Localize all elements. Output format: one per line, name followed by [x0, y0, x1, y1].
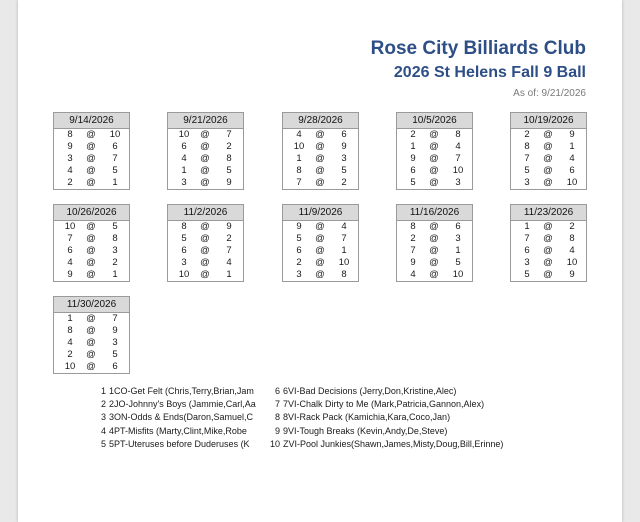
home-team-number: 3	[524, 257, 530, 268]
season-title: 2026 St Helens Fall 9 Ball	[393, 64, 586, 81]
away-team-number: 10	[566, 257, 578, 268]
at-symbol: @	[543, 177, 553, 188]
away-team-number: 5	[341, 165, 347, 176]
team-name: 6VI-Bad Decisions (Jerry,Don,Kristine,Alec)	[283, 386, 457, 396]
away-team-number: 6	[112, 141, 118, 152]
match-row	[54, 129, 129, 141]
away-team-number: 7	[226, 245, 232, 256]
away-team-number: 3	[112, 337, 118, 348]
away-team-number: 9	[112, 325, 118, 336]
team-legend-right	[268, 385, 568, 451]
home-team-number: 3	[181, 257, 187, 268]
match-row	[283, 177, 358, 189]
match-row	[511, 165, 586, 177]
at-symbol: @	[86, 361, 96, 372]
away-team-number: 5	[112, 165, 118, 176]
match-row	[168, 233, 243, 245]
at-symbol: @	[429, 141, 439, 152]
week-date: 10/5/2026	[397, 113, 472, 129]
week-date: 11/16/2026	[397, 205, 472, 221]
home-team-number: 10	[178, 269, 190, 280]
home-team-number: 5	[410, 177, 416, 188]
away-team-number: 3	[112, 245, 118, 256]
away-team-number: 10	[566, 177, 578, 188]
week-box	[396, 112, 473, 190]
home-team-number: 6	[296, 245, 302, 256]
week-date: 11/9/2026	[283, 205, 358, 221]
away-team-number: 9	[226, 177, 232, 188]
home-team-number: 6	[181, 141, 187, 152]
match-row	[283, 165, 358, 177]
home-team-number: 5	[524, 269, 530, 280]
team-number: 5	[100, 438, 106, 449]
home-team-number: 8	[296, 165, 302, 176]
schedule-page	[18, 0, 622, 522]
at-symbol: @	[429, 269, 439, 280]
home-team-number: 8	[524, 141, 530, 152]
away-team-number: 1	[455, 245, 461, 256]
at-symbol: @	[200, 245, 210, 256]
away-team-number: 1	[112, 177, 118, 188]
away-team-number: 1	[112, 269, 118, 280]
home-team-number: 3	[67, 153, 73, 164]
away-team-number: 4	[226, 257, 232, 268]
away-team-number: 9	[341, 141, 347, 152]
team-legend-item	[94, 438, 262, 451]
home-team-number: 5	[524, 165, 530, 176]
home-team-number: 2	[296, 257, 302, 268]
home-team-number: 7	[524, 153, 530, 164]
week-box	[282, 204, 359, 282]
week-date: 9/14/2026	[54, 113, 129, 129]
match-row	[54, 325, 129, 337]
match-row	[54, 153, 129, 165]
away-team-number: 5	[226, 165, 232, 176]
team-name: 7VI-Chalk Dirty to Me (Mark,Patricia,Gannon,Alex)	[283, 399, 485, 410]
at-symbol: @	[86, 349, 96, 360]
at-symbol: @	[429, 245, 439, 256]
at-symbol: @	[315, 177, 325, 188]
home-team-number: 8	[67, 325, 73, 336]
match-row	[168, 129, 243, 141]
home-team-number: 6	[67, 245, 73, 256]
home-team-number: 7	[410, 245, 416, 256]
match-row	[511, 221, 586, 233]
home-team-number: 6	[524, 245, 530, 256]
at-symbol: @	[543, 221, 553, 232]
match-row	[54, 177, 129, 189]
match-row	[54, 245, 129, 257]
match-row	[397, 153, 472, 165]
match-row	[54, 141, 129, 153]
home-team-number: 9	[296, 221, 302, 232]
home-team-number: 8	[67, 129, 73, 140]
away-team-number: 9	[569, 269, 575, 280]
away-team-number: 2	[569, 221, 575, 232]
at-symbol: @	[86, 141, 96, 152]
home-team-number: 9	[67, 269, 73, 280]
match-row	[168, 165, 243, 177]
home-team-number: 4	[67, 257, 73, 268]
team-number: 1	[100, 386, 106, 396]
match-row	[511, 177, 586, 189]
home-team-number: 4	[67, 165, 73, 176]
at-symbol: @	[543, 129, 553, 140]
week-date: 9/28/2026	[283, 113, 358, 129]
away-team-number: 10	[109, 129, 121, 140]
at-symbol: @	[86, 257, 96, 268]
home-team-number: 1	[181, 165, 187, 176]
home-team-number: 4	[181, 153, 187, 164]
team-name: 1CO-Get Felt (Chris,Terry,Brian,Jam	[109, 386, 254, 396]
home-team-number: 10	[64, 221, 76, 232]
week-box	[53, 296, 130, 374]
away-team-number: 10	[452, 165, 464, 176]
away-team-number: 2	[226, 233, 232, 244]
away-team-number: 6	[569, 165, 575, 176]
home-team-number: 5	[181, 233, 187, 244]
home-team-number: 5	[296, 233, 302, 244]
home-team-number: 7	[524, 233, 530, 244]
team-number: 8	[274, 412, 280, 423]
home-team-number: 3	[181, 177, 187, 188]
at-symbol: @	[315, 141, 325, 152]
at-symbol: @	[200, 165, 210, 176]
home-team-number: 8	[410, 221, 416, 232]
week-date: 10/26/2026	[54, 205, 129, 221]
away-team-number: 10	[452, 269, 464, 280]
away-team-number: 8	[226, 153, 232, 164]
away-team-number: 10	[338, 257, 350, 268]
match-row	[397, 233, 472, 245]
away-team-number: 3	[455, 233, 461, 244]
at-symbol: @	[429, 129, 439, 140]
week-box	[167, 112, 244, 190]
home-team-number: 1	[524, 221, 530, 232]
home-team-number: 9	[410, 153, 416, 164]
match-row	[511, 257, 586, 269]
at-symbol: @	[86, 269, 96, 280]
match-row	[54, 165, 129, 177]
home-team-number: 1	[296, 153, 302, 164]
team-name: 8VI-Rack Pack (Kamichia,Kara,Coco,Jan)	[283, 412, 451, 423]
team-name: 4PT-Misfits (Marty,Clint,Mike,Robe	[109, 425, 247, 436]
at-symbol: @	[200, 153, 210, 164]
team-number: 6	[274, 386, 280, 396]
at-symbol: @	[86, 245, 96, 256]
match-row	[168, 257, 243, 269]
away-team-number: 3	[455, 177, 461, 188]
week-box	[282, 112, 359, 190]
at-symbol: @	[315, 221, 325, 232]
at-symbol: @	[86, 153, 96, 164]
at-symbol: @	[200, 141, 210, 152]
away-team-number: 6	[341, 129, 347, 140]
match-row	[283, 129, 358, 141]
at-symbol: @	[200, 221, 210, 232]
team-number: 10	[269, 438, 280, 449]
match-row	[283, 141, 358, 153]
at-symbol: @	[315, 257, 325, 268]
away-team-number: 8	[455, 129, 461, 140]
at-symbol: @	[429, 177, 439, 188]
week-date: 11/2/2026	[168, 205, 243, 221]
away-team-number: 6	[112, 361, 118, 372]
home-team-number: 3	[296, 269, 302, 280]
home-team-number: 6	[410, 165, 416, 176]
match-row	[397, 165, 472, 177]
at-symbol: @	[86, 129, 96, 140]
week-box	[510, 204, 587, 282]
match-row	[511, 245, 586, 257]
away-team-number: 8	[341, 269, 347, 280]
away-team-number: 4	[569, 245, 575, 256]
at-symbol: @	[200, 269, 210, 280]
week-date: 11/30/2026	[54, 297, 129, 313]
away-team-number: 7	[455, 153, 461, 164]
team-number: 9	[274, 425, 280, 436]
team-number: 3	[100, 412, 106, 423]
away-team-number: 7	[112, 313, 118, 324]
at-symbol: @	[86, 325, 96, 336]
home-team-number: 2	[67, 177, 73, 188]
at-symbol: @	[200, 129, 210, 140]
home-team-number: 9	[410, 257, 416, 268]
at-symbol: @	[543, 245, 553, 256]
team-legend-item	[268, 438, 568, 451]
at-symbol: @	[315, 129, 325, 140]
match-row	[168, 269, 243, 281]
at-symbol: @	[86, 177, 96, 188]
at-symbol: @	[315, 153, 325, 164]
match-row	[511, 233, 586, 245]
match-row	[283, 221, 358, 233]
match-row	[54, 337, 129, 349]
team-legend-item	[268, 425, 568, 438]
team-name: 9VI-Tough Breaks (Kevin,Andy,De,Steve)	[283, 425, 448, 436]
away-team-number: 5	[112, 221, 118, 232]
at-symbol: @	[86, 233, 96, 244]
match-row	[283, 233, 358, 245]
week-date: 9/21/2026	[168, 113, 243, 129]
week-box	[167, 204, 244, 282]
home-team-number: 2	[67, 349, 73, 360]
at-symbol: @	[429, 221, 439, 232]
at-symbol: @	[315, 165, 325, 176]
match-row	[283, 257, 358, 269]
match-row	[283, 269, 358, 281]
week-box	[510, 112, 587, 190]
at-symbol: @	[543, 141, 553, 152]
away-team-number: 1	[226, 269, 232, 280]
at-symbol: @	[429, 165, 439, 176]
home-team-number: 8	[181, 221, 187, 232]
at-symbol: @	[543, 269, 553, 280]
match-row	[397, 177, 472, 189]
away-team-number: 2	[112, 257, 118, 268]
match-row	[511, 141, 586, 153]
home-team-number: 3	[524, 177, 530, 188]
home-team-number: 7	[296, 177, 302, 188]
match-row	[168, 177, 243, 189]
match-row	[397, 221, 472, 233]
at-symbol: @	[200, 177, 210, 188]
at-symbol: @	[200, 257, 210, 268]
at-symbol: @	[429, 257, 439, 268]
match-row	[168, 141, 243, 153]
club-title: Rose City Billiards Club	[370, 38, 586, 59]
match-row	[283, 245, 358, 257]
away-team-number: 1	[341, 245, 347, 256]
away-team-number: 6	[455, 221, 461, 232]
home-team-number: 1	[410, 141, 416, 152]
home-team-number: 10	[178, 129, 190, 140]
match-row	[168, 221, 243, 233]
team-legend-item	[268, 411, 568, 424]
away-team-number: 3	[341, 153, 347, 164]
match-row	[54, 233, 129, 245]
away-team-number: 1	[569, 141, 575, 152]
away-team-number: 4	[455, 141, 461, 152]
match-row	[54, 361, 129, 373]
away-team-number: 4	[569, 153, 575, 164]
match-row	[511, 269, 586, 281]
match-row	[397, 129, 472, 141]
at-symbol: @	[86, 313, 96, 324]
team-name: ZVI-Pool Junkies(Shawn,James,Misty,Doug,Bill,Erinne)	[283, 438, 504, 449]
home-team-number: 2	[524, 129, 530, 140]
match-row	[168, 153, 243, 165]
match-row	[397, 245, 472, 257]
team-number: 7	[274, 399, 280, 410]
match-row	[511, 129, 586, 141]
at-symbol: @	[86, 165, 96, 176]
match-row	[54, 313, 129, 325]
week-box	[53, 112, 130, 190]
at-symbol: @	[543, 257, 553, 268]
home-team-number: 2	[410, 233, 416, 244]
away-team-number: 7	[226, 129, 232, 140]
team-legend-left	[94, 385, 262, 451]
home-team-number: 10	[64, 361, 76, 372]
match-row	[54, 349, 129, 361]
at-symbol: @	[429, 233, 439, 244]
match-row	[511, 153, 586, 165]
team-legend-item	[268, 385, 568, 398]
home-team-number: 1	[67, 313, 73, 324]
at-symbol: @	[315, 233, 325, 244]
away-team-number: 7	[112, 153, 118, 164]
away-team-number: 5	[112, 349, 118, 360]
team-legend-item	[94, 411, 262, 424]
match-row	[397, 257, 472, 269]
at-symbol: @	[86, 221, 96, 232]
away-team-number: 5	[455, 257, 461, 268]
match-row	[54, 221, 129, 233]
weekly-schedule-grid	[53, 112, 593, 372]
away-team-number: 7	[341, 233, 347, 244]
team-name: 5PT-Uteruses before Duderuses (K	[109, 438, 250, 449]
away-team-number: 4	[341, 221, 347, 232]
at-symbol: @	[315, 269, 325, 280]
match-row	[54, 257, 129, 269]
at-symbol: @	[543, 233, 553, 244]
at-symbol: @	[543, 165, 553, 176]
away-team-number: 9	[226, 221, 232, 232]
home-team-number: 4	[296, 129, 302, 140]
at-symbol: @	[86, 337, 96, 348]
match-row	[54, 269, 129, 281]
home-team-number: 7	[67, 233, 73, 244]
as-of-date: As of: 9/21/2026	[513, 88, 586, 99]
home-team-number: 2	[410, 129, 416, 140]
away-team-number: 8	[112, 233, 118, 244]
week-date: 11/23/2026	[511, 205, 586, 221]
team-legend-item	[94, 398, 262, 411]
at-symbol: @	[429, 153, 439, 164]
away-team-number: 2	[341, 177, 347, 188]
week-box	[53, 204, 130, 282]
match-row	[168, 245, 243, 257]
team-number: 4	[100, 425, 106, 436]
week-date: 10/19/2026	[511, 113, 586, 129]
team-name: 3ON-Odds & Ends(Daron,Samuel,C	[109, 412, 254, 423]
home-team-number: 4	[67, 337, 73, 348]
away-team-number: 2	[226, 141, 232, 152]
match-row	[397, 269, 472, 281]
team-legend-item	[268, 398, 568, 411]
at-symbol: @	[315, 245, 325, 256]
at-symbol: @	[543, 153, 553, 164]
match-row	[283, 153, 358, 165]
team-legend-item	[94, 385, 262, 398]
team-legend-item	[94, 425, 262, 438]
away-team-number: 9	[569, 129, 575, 140]
away-team-number: 8	[569, 233, 575, 244]
at-symbol: @	[200, 233, 210, 244]
home-team-number: 10	[293, 141, 305, 152]
week-box	[396, 204, 473, 282]
home-team-number: 6	[181, 245, 187, 256]
home-team-number: 4	[410, 269, 416, 280]
home-team-number: 9	[67, 141, 73, 152]
match-row	[397, 141, 472, 153]
team-name: 2JO-Johnny's Boys (Jammie,Carl,Aa	[109, 399, 256, 410]
team-number: 2	[100, 399, 106, 410]
